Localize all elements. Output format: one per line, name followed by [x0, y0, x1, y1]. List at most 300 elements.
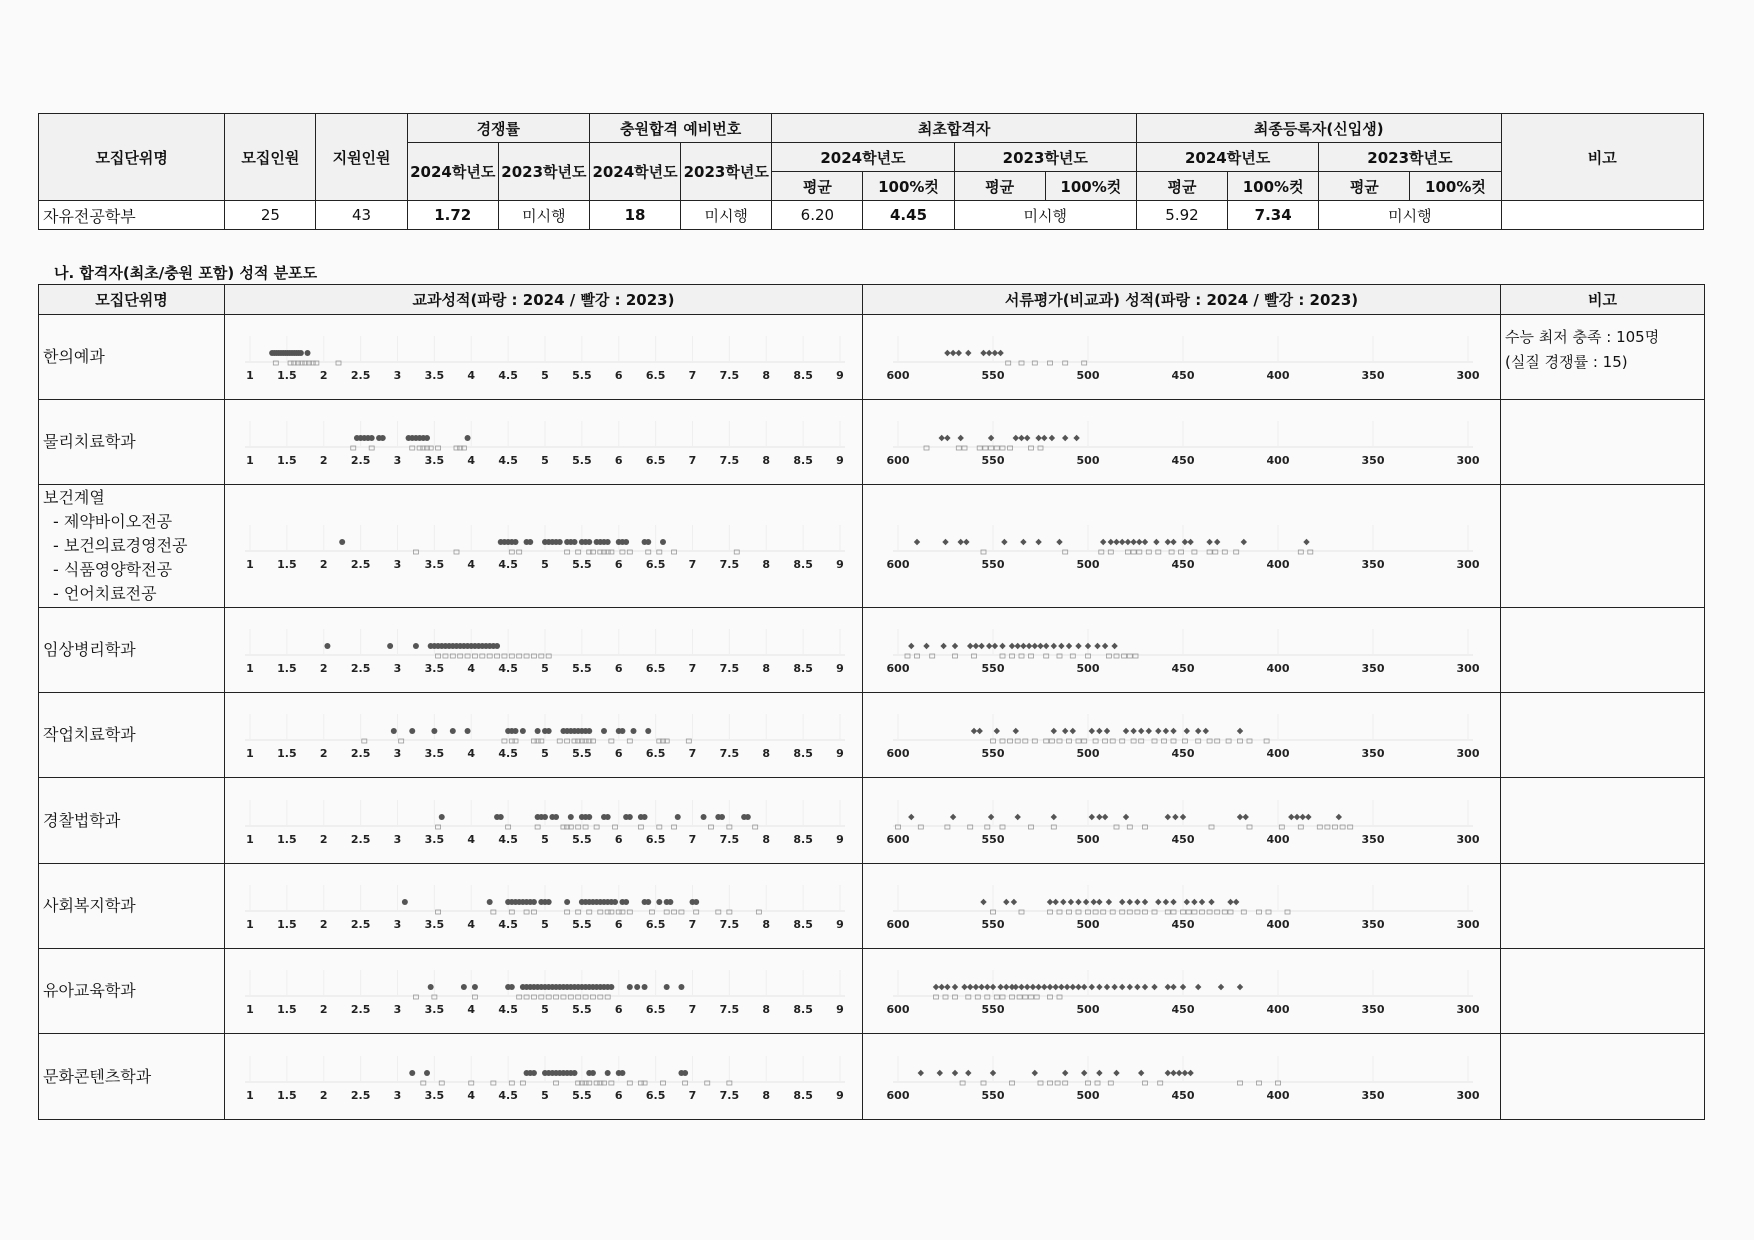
tick-label: 7 — [688, 918, 697, 931]
point-2024 — [1041, 435, 1047, 441]
header-note: 비고 — [1501, 114, 1703, 201]
point-2024 — [944, 350, 950, 356]
point-2024 — [1037, 643, 1043, 649]
point-2024 — [965, 1069, 971, 1075]
tick-label: 5.5 — [572, 1003, 592, 1016]
point-2024 — [409, 1070, 415, 1076]
point-2024 — [586, 539, 592, 545]
doc-distribution-chart — [863, 1046, 1501, 1108]
tick-label: 9 — [836, 454, 844, 467]
point-2024 — [1020, 539, 1026, 545]
point-2024 — [605, 539, 611, 545]
tick-label: 8.5 — [793, 1088, 813, 1102]
point-2024 — [1070, 984, 1076, 990]
doc-chart-cell — [863, 608, 1501, 693]
point-2024 — [608, 984, 614, 990]
tick-label: 6 — [614, 662, 623, 675]
point-2024 — [1075, 643, 1081, 649]
point-2024 — [1227, 899, 1233, 905]
point-2024 — [908, 643, 914, 649]
point-2024 — [1013, 984, 1019, 990]
tick-label: 4.5 — [498, 918, 518, 931]
point-2024 — [1094, 643, 1100, 649]
table-row — [39, 693, 1705, 778]
point-2024 — [984, 984, 990, 990]
tick-label: 450 — [1171, 747, 1195, 760]
point-2024 — [645, 728, 651, 734]
point-2024 — [933, 984, 939, 990]
table-row — [39, 485, 1705, 608]
tick-label: 400 — [1266, 1003, 1290, 1016]
summary-table — [38, 113, 1704, 230]
tick-label: 300 — [1456, 1003, 1480, 1016]
point-2024 — [1146, 728, 1152, 734]
sub-major: - 언어치료전공 — [53, 584, 157, 603]
point-2024 — [513, 539, 519, 545]
point-2024 — [1075, 899, 1081, 905]
tick-label: 8 — [762, 369, 771, 382]
point-2024 — [542, 814, 548, 820]
point-2024 — [564, 899, 570, 905]
point-2024 — [1011, 899, 1017, 905]
header-init-2023-cut: 100%컷 — [1045, 172, 1136, 201]
tick-label: 400 — [1266, 832, 1290, 846]
point-2024 — [1123, 813, 1129, 819]
tick-label: 7 — [688, 1088, 697, 1102]
point-2024 — [944, 984, 950, 990]
note-cell — [1501, 485, 1705, 608]
tick-label: 500 — [1076, 369, 1100, 382]
point-2024 — [1134, 984, 1140, 990]
point-2024 — [1336, 813, 1342, 819]
tick-label: 2.5 — [350, 918, 371, 931]
tick-label: 300 — [1456, 747, 1480, 760]
tick-label: 600 — [886, 558, 910, 571]
tick-label: 2.5 — [350, 662, 371, 675]
point-2024 — [1165, 984, 1171, 990]
point-2024 — [952, 984, 958, 990]
tick-label: 4 — [467, 558, 476, 571]
point-2024 — [1243, 813, 1249, 819]
point-2024 — [1091, 899, 1097, 905]
tick-label: 1 — [246, 369, 254, 382]
point-2024 — [1195, 728, 1201, 734]
tick-label: 2.5 — [350, 1003, 371, 1016]
grade-distribution-chart — [225, 619, 863, 681]
tick-label: 1.5 — [277, 832, 297, 846]
point-2024 — [1089, 813, 1095, 819]
tick-label: 3 — [393, 832, 402, 846]
point-2024 — [642, 814, 648, 820]
unit-name-cell — [39, 608, 225, 693]
header-init-2024-avg: 평균 — [772, 172, 863, 201]
tick-label: 7 — [688, 747, 697, 760]
doc-distribution-chart — [863, 515, 1501, 577]
point-2024 — [980, 350, 986, 356]
tick-label: 550 — [981, 1088, 1005, 1102]
point-2024 — [531, 1070, 537, 1076]
table-row — [39, 608, 1705, 693]
point-2024 — [546, 728, 552, 734]
tick-label: 8.5 — [793, 662, 813, 675]
note-cell — [1501, 864, 1705, 949]
tick-label: 2.5 — [350, 747, 371, 760]
point-2024 — [1096, 728, 1102, 734]
point-2024 — [1062, 728, 1068, 734]
tick-label: 5 — [541, 1003, 549, 1016]
tick-label: 350 — [1361, 369, 1385, 382]
point-2024 — [513, 728, 519, 734]
header-unit: 모집단위명 — [39, 114, 225, 201]
point-2024 — [498, 814, 504, 820]
point-2024 — [939, 435, 945, 441]
tick-label: 6.5 — [645, 1088, 666, 1102]
point-2024 — [1125, 539, 1131, 545]
tick-label: 2 — [319, 558, 328, 571]
point-2024 — [572, 539, 578, 545]
note-cell — [1501, 778, 1705, 864]
point-2024 — [1051, 728, 1057, 734]
point-2024 — [1170, 728, 1176, 734]
point-2024 — [973, 984, 979, 990]
point-2024 — [1233, 899, 1239, 905]
tick-label: 1 — [246, 454, 254, 467]
point-2024 — [339, 539, 345, 545]
cell-comp-2023: 미시행 — [498, 201, 589, 230]
tick-label: 1.5 — [277, 747, 297, 760]
unit-name-cell — [39, 315, 225, 400]
doc-distribution-chart — [863, 704, 1501, 766]
tick-label: 9 — [836, 1088, 844, 1102]
tick-label: 5 — [541, 558, 549, 571]
doc-chart-cell — [863, 778, 1501, 864]
tick-label: 4 — [467, 1003, 476, 1016]
tick-label: 450 — [1171, 832, 1195, 846]
point-2024 — [1203, 728, 1209, 734]
grade-distribution-chart — [225, 411, 863, 473]
tick-label: 7 — [688, 662, 697, 675]
point-2024 — [298, 350, 304, 356]
distribution-table — [38, 284, 1705, 1120]
tick-label: 5.5 — [572, 662, 592, 675]
tick-label: 550 — [981, 369, 1005, 382]
point-2024 — [1288, 813, 1294, 819]
point-2024 — [1106, 899, 1112, 905]
header-init-2023: 2023학년도 — [954, 143, 1136, 172]
tick-label: 550 — [981, 454, 1005, 467]
cell-comp-2024: 1.72 — [407, 201, 498, 230]
point-2024 — [461, 984, 467, 990]
point-2024 — [1049, 435, 1055, 441]
note-line: 수능 최저 충족 : 105명 — [1505, 328, 1660, 346]
doc-distribution-chart — [863, 790, 1501, 852]
sub-major: - 식품영양학전공 — [53, 560, 173, 579]
tick-label: 3 — [393, 1088, 402, 1102]
point-2024 — [465, 435, 471, 441]
tick-label: 550 — [981, 832, 1005, 846]
tick-label: 4.5 — [498, 1088, 518, 1102]
tick-label: 350 — [1361, 454, 1385, 467]
point-2024 — [387, 643, 393, 649]
point-2024 — [1075, 984, 1081, 990]
tick-label: 5 — [541, 747, 549, 760]
grade-distribution-chart — [225, 704, 863, 766]
point-2024 — [980, 899, 986, 905]
note-line: (실질 경쟁률 : 15) — [1505, 353, 1628, 371]
grade-distribution-chart — [225, 960, 863, 1022]
tick-label: 400 — [1266, 369, 1290, 382]
tick-label: 7.5 — [719, 1088, 740, 1102]
doc-chart-cell — [863, 693, 1501, 778]
point-2024 — [978, 643, 984, 649]
point-2024 — [612, 899, 618, 905]
tick-label: 6 — [614, 558, 623, 571]
doc-distribution-chart — [863, 619, 1501, 681]
point-2024 — [1102, 643, 1108, 649]
point-2024 — [952, 643, 958, 649]
point-2024 — [1155, 728, 1161, 734]
table-row — [39, 949, 1705, 1034]
point-2024 — [1060, 899, 1066, 905]
tick-label: 3.5 — [424, 1088, 445, 1102]
unit-name: 유아교육학과 — [43, 981, 136, 1000]
grade-distribution-chart — [225, 326, 863, 388]
point-2024 — [963, 539, 969, 545]
doc-chart-cell — [863, 949, 1501, 1034]
unit-name: 보건계열 — [43, 488, 105, 507]
point-2024 — [586, 814, 592, 820]
point-2024 — [999, 643, 1005, 649]
cell-fin-2024-avg: 5.92 — [1136, 201, 1227, 230]
point-2024 — [1142, 899, 1148, 905]
point-2024 — [409, 728, 415, 734]
point-2024 — [645, 899, 651, 905]
tick-label: 4 — [467, 747, 476, 760]
tick-label: 9 — [836, 747, 844, 760]
tick-label: 2 — [319, 369, 328, 382]
point-2024 — [1163, 899, 1169, 905]
tick-label: 2 — [319, 747, 328, 760]
header-initial: 최초합격자 — [772, 114, 1137, 143]
point-2024 — [1053, 984, 1059, 990]
point-2024 — [1127, 899, 1133, 905]
point-2024 — [961, 984, 967, 990]
doc-chart-cell — [863, 864, 1501, 949]
point-2024 — [923, 643, 929, 649]
point-2024 — [675, 814, 681, 820]
point-2024 — [1172, 813, 1178, 819]
tick-label: 8.5 — [793, 454, 813, 467]
point-2024 — [1214, 539, 1220, 545]
tick-label: 7 — [688, 558, 697, 571]
dist-header-unit: 모집단위명 — [39, 285, 225, 315]
doc-distribution-chart — [863, 411, 1501, 473]
tick-label: 6.5 — [645, 747, 666, 760]
tick-label: 5.5 — [572, 1088, 592, 1102]
tick-label: 7.5 — [719, 662, 740, 675]
point-2024 — [1030, 984, 1036, 990]
tick-label: 2.5 — [350, 454, 371, 467]
tick-label: 2 — [319, 662, 328, 675]
point-2024 — [1206, 539, 1212, 545]
unit-name: 경찰법학과 — [43, 810, 121, 830]
tick-label: 6 — [614, 918, 623, 931]
tick-label: 7 — [688, 1003, 697, 1016]
tick-label: 6 — [614, 454, 623, 467]
point-2024 — [1024, 435, 1030, 441]
doc-chart-cell — [863, 1034, 1501, 1120]
point-2024 — [1184, 728, 1190, 734]
point-2024 — [1018, 984, 1024, 990]
tick-label: 3.5 — [424, 558, 445, 571]
point-2024 — [546, 899, 552, 905]
tick-label: 350 — [1361, 558, 1385, 571]
tick-label: 1 — [246, 1088, 254, 1102]
tick-label: 7.5 — [719, 832, 740, 846]
tick-label: 8.5 — [793, 558, 813, 571]
tick-label: 1 — [246, 558, 254, 571]
table-row — [39, 400, 1705, 485]
point-2024 — [1081, 984, 1087, 990]
point-2024 — [1113, 1069, 1119, 1075]
tick-label: 1 — [246, 918, 254, 931]
point-2024 — [973, 643, 979, 649]
tick-label: 6 — [614, 747, 623, 760]
grade-distribution-chart — [225, 790, 863, 852]
tick-label: 550 — [981, 1003, 1005, 1016]
point-2024 — [1165, 813, 1171, 819]
point-2024 — [971, 728, 977, 734]
tick-label: 7 — [688, 832, 697, 846]
tick-label: 8 — [762, 558, 771, 571]
tick-label: 350 — [1361, 662, 1385, 675]
unit-name: 한의예과 — [43, 347, 105, 366]
cell-unit: 자유전공학부 — [39, 201, 225, 230]
tick-label: 5 — [541, 918, 549, 931]
tick-label: 6 — [614, 369, 623, 382]
point-2024 — [965, 350, 971, 356]
tick-label: 1.5 — [277, 918, 297, 931]
point-2024 — [465, 728, 471, 734]
dist-header-note: 비고 — [1501, 285, 1705, 315]
tick-label: 2.5 — [350, 369, 371, 382]
point-2024 — [527, 539, 533, 545]
tick-label: 9 — [836, 918, 844, 931]
point-2024 — [1127, 984, 1133, 990]
tick-label: 1.5 — [277, 454, 297, 467]
point-2024 — [693, 899, 699, 905]
point-2024 — [997, 984, 1003, 990]
note-cell — [1501, 315, 1705, 400]
point-2024 — [1001, 539, 1007, 545]
tick-label: 4 — [467, 918, 476, 931]
point-2024 — [1199, 899, 1205, 905]
cell-init-2024-cut: 4.45 — [863, 201, 954, 230]
point-2024 — [428, 984, 434, 990]
tick-label: 3.5 — [424, 918, 445, 931]
header-fin-2023-cut: 100%컷 — [1410, 172, 1501, 201]
tick-label: 500 — [1076, 662, 1100, 675]
point-2024 — [1041, 984, 1047, 990]
point-2024 — [605, 1070, 611, 1076]
point-2024 — [1180, 984, 1186, 990]
point-2024 — [1100, 539, 1106, 545]
tick-label: 600 — [886, 662, 910, 675]
point-2024 — [918, 1069, 924, 1075]
point-2024 — [1003, 899, 1009, 905]
tick-label: 4.5 — [498, 1003, 518, 1016]
doc-distribution-chart — [863, 960, 1501, 1022]
grade-chart-cell — [225, 1034, 863, 1120]
tick-label: 2 — [319, 1003, 328, 1016]
tick-label: 8.5 — [793, 747, 813, 760]
tick-label: 450 — [1171, 369, 1195, 382]
point-2024 — [1305, 813, 1311, 819]
grade-chart-cell — [225, 400, 863, 485]
tick-label: 5.5 — [572, 832, 592, 846]
doc-chart-cell — [863, 485, 1501, 608]
point-2024 — [997, 350, 1003, 356]
tick-label: 2.5 — [350, 1088, 371, 1102]
unit-name-cell — [39, 485, 225, 608]
tick-label: 4 — [467, 832, 476, 846]
table-row — [39, 864, 1705, 949]
grade-chart-cell — [225, 778, 863, 864]
cell-init-2023: 미시행 — [954, 201, 1136, 230]
note-cell — [1501, 400, 1705, 485]
tick-label: 6.5 — [645, 832, 666, 846]
grade-chart-cell — [225, 315, 863, 400]
point-2024 — [667, 899, 673, 905]
point-2024 — [1153, 539, 1159, 545]
tick-label: 500 — [1076, 918, 1100, 931]
tick-label: 8.5 — [793, 832, 813, 846]
tick-label: 5 — [541, 832, 549, 846]
tick-label: 300 — [1456, 662, 1480, 675]
point-2024 — [1170, 984, 1176, 990]
tick-label: 5 — [541, 662, 549, 675]
point-2024 — [1047, 899, 1053, 905]
header-quota: 모집인원 — [225, 114, 316, 201]
point-2024 — [619, 728, 625, 734]
point-2024 — [380, 435, 386, 441]
tick-label: 8.5 — [793, 369, 813, 382]
point-2024 — [634, 984, 640, 990]
tick-label: 450 — [1171, 662, 1195, 675]
tick-label: 5.5 — [572, 918, 592, 931]
point-2024 — [1170, 899, 1176, 905]
point-2024 — [1155, 899, 1161, 905]
tick-label: 5.5 — [572, 558, 592, 571]
tick-label: 300 — [1456, 454, 1480, 467]
point-2024 — [623, 899, 629, 905]
point-2024 — [1009, 643, 1015, 649]
point-2024 — [664, 984, 670, 990]
tick-label: 4.5 — [498, 662, 518, 675]
point-2024 — [1237, 813, 1243, 819]
point-2024 — [1003, 984, 1009, 990]
point-2024 — [1176, 1069, 1182, 1075]
point-2024 — [1015, 813, 1021, 819]
tick-label: 500 — [1076, 1088, 1100, 1102]
tick-label: 400 — [1266, 454, 1290, 467]
header-wait-2023: 2023학년도 — [681, 143, 772, 201]
point-2024 — [1151, 984, 1157, 990]
tick-label: 4 — [467, 369, 476, 382]
tick-label: 400 — [1266, 747, 1290, 760]
unit-name: 물리치료학과 — [43, 432, 136, 451]
point-2024 — [645, 539, 651, 545]
